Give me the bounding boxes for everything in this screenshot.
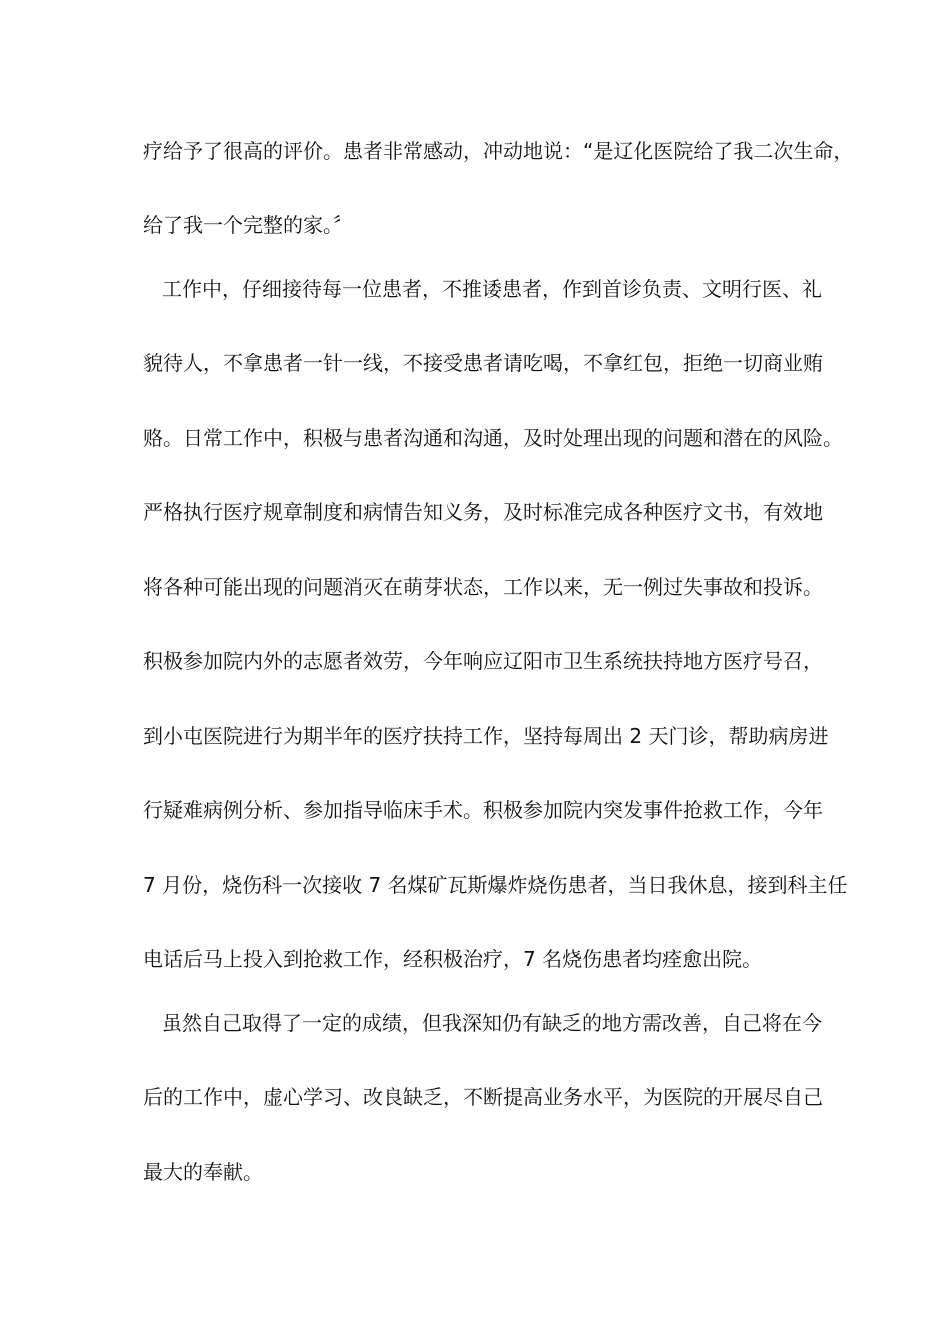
- text-line: 严格执行医疗规章制度和病情告知义务，及时标准完成各种医疗文书，有效地: [143, 500, 823, 524]
- paragraph-start-line: 虽然自己取得了一定的成绩，但我深知仍有缺乏的地方需改善，自己将在今: [162, 1011, 822, 1035]
- text-line: 7 月份，烧伤科一次接收 7 名煤矿瓦斯爆炸烧伤患者，当日我休息，接到科主任: [143, 873, 848, 897]
- text-line: 到小屯医院进行为期半年的医疗扶持工作，坚持每周出 2 天门诊，帮助病房进: [143, 724, 829, 748]
- text-line: 赂。日常工作中，积极与患者沟通和沟通，及时处理出现的问题和潜在的风险。: [143, 426, 843, 450]
- text-line: 后的工作中，虚心学习、改良缺乏，不断提高业务水平，为医院的开展尽自己: [143, 1085, 823, 1109]
- text-line: 给了我一个完整的家。〞: [143, 213, 353, 237]
- text-line: 疗给予了很高的评价。患者非常感动，冲动地说：“是辽化医院给了我二次生命，: [143, 139, 854, 163]
- text-line: 积极参加院内外的志愿者效劳，今年响应辽阳市卫生系统扶持地方医疗号召，: [143, 649, 823, 673]
- text-line: 貌待人，不拿患者一针一线，不接受患者请吃喝，不拿红包，拒绝一切商业贿: [143, 351, 823, 375]
- text-line: 最大的奉献。: [143, 1160, 263, 1184]
- paragraph-start-line: 工作中，仔细接待每一位患者，不推诿患者，作到首诊负责、文明行医、礼: [162, 277, 822, 301]
- text-line: 电话后马上投入到抢救工作，经积极治疗，7 名烧伤患者均痊愈出院。: [143, 947, 763, 971]
- text-line: 行疑难病例分析、参加指导临床手术。积极参加院内突发事件抢救工作，今年: [143, 798, 823, 822]
- text-line: 将各种可能出现的问题消灭在萌芽状态，工作以来，无一例过失事故和投诉。: [143, 575, 823, 599]
